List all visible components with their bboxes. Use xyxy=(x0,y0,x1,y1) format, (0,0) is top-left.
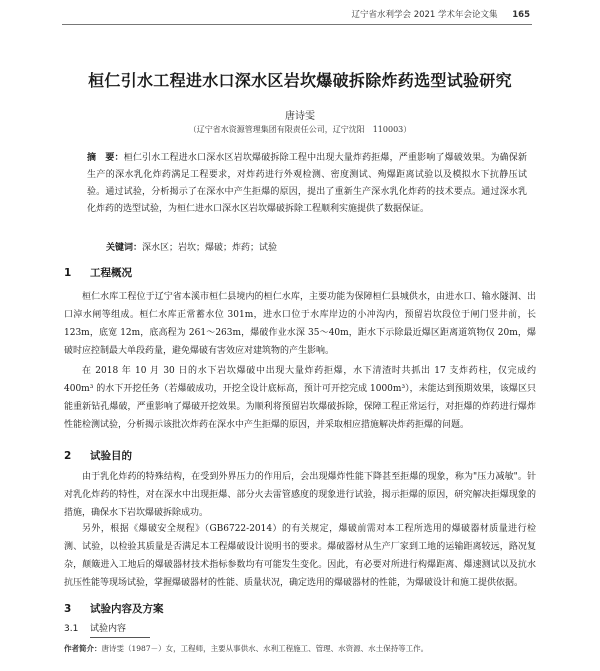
keywords xyxy=(106,240,277,253)
subsection-number: 3.1 xyxy=(64,624,79,634)
keywords-text: 深水区；岩坎；爆破；炸药；试验 xyxy=(142,243,278,253)
subsection-title: 试验内容 xyxy=(90,624,127,634)
paper-title: 桓仁引水工程进水口深水区岩坎爆破拆除炸药选型试验研究 xyxy=(88,71,512,90)
section-number: 2 xyxy=(64,450,72,462)
paragraph: 由于乳化炸药的特殊结构，在受到外界压力的作用后，会出现爆炸性能下降甚至拒爆的现象，称为"压力减敏"。针对乳化炸药的特性，对在深水中出现拒爆、部分火去雷管感度的现象进行试验，揭示拒爆的原因，研究解决拒爆现象的措施，确保水下岩坎爆破拆除成功。 xyxy=(64,472,536,518)
running-head xyxy=(352,8,531,20)
section-title: 试验内容及方案 xyxy=(90,603,164,615)
author: 唐诗雯 xyxy=(285,111,315,122)
footnote-label: 作者简介： xyxy=(64,644,102,653)
section-heading xyxy=(64,448,132,463)
footnote-rule xyxy=(90,637,150,638)
paragraph: 另外，根据《爆破安全规程》（GB6722-2014）的有关规定，爆破前需对本工程所选用的爆破器材质量进行检测、试验，以检验其质量是否满足本工程爆破设计说明书的要求。爆破器材从生产厂家到工地的运输距离较远，路况复杂，颠簸进入工地后的爆破器材技术指标参数均有可能发生变化。因此，有必要对所进行构爆距离、爆速测试以及抗水抗压性能等现场试验，掌握爆破器材的性能、质量状况，确定选用的爆破器材的性能，为爆破设计和施工提供依据。 xyxy=(64,524,536,588)
section-title: 工程概况 xyxy=(90,267,132,279)
section-number: 3 xyxy=(64,603,72,615)
paragraph: 在 2018 年 10 月 30 日的水下岩坎爆破中出现大量炸药拒爆，水下清渣时共抓出 17 支炸药柱，仅完成约 400m³ 的水下开挖任务（若爆破成功，开挖全设计底标高，预计可开挖完成 1000m³），未能达到预期效果，该爆区只能重新钻孔爆破，严重影响了爆破开挖效果。为顺利将预留岩坎爆破拆除，保障工程正常运行，对拒爆的炸药进行爆炸性能检测试验，分析揭示该批次炸药在深水中产生拒爆的原因，并采取相应措施解决炸药拒爆的问题。 xyxy=(64,366,536,430)
section-number: 1 xyxy=(64,267,72,279)
paragraph: 桓仁水库工程位于辽宁省本溪市桓仁县境内的桓仁水库，主要功能为保障桓仁县城供水，由进水口、输水隧洞、出口淖水闸等组成。桓仁水库正常蓄水位 301m，进水口位于水库岸边的小冲沟内，预留岩坎段位于闸门竖井前，长 123m，底宽 12m，底高程为 261～263m，爆破作业水深 35～40m，距水下示除最近爆区距离道筑物仅 20m，爆破时应控制最大单段药量，避免爆破有害效应对建筑物的产生影响。 xyxy=(64,292,536,356)
abstract xyxy=(87,150,527,218)
keywords-label: 关键词： xyxy=(106,243,143,253)
abstract-text: 桓仁引水工程进水口深水区岩坎爆破拆除工程中出现大量炸药拒爆，严重影响了爆破效果。为确保新生产的深水乳化炸药满足工程要求，对炸药进行外观检测、密度测试、殉爆距离试验以及模拟水下抗静压试验。通过试验，分析揭示了在深水中产生拒爆的原因，提出了重新生产深水乳化炸药的技术要点。通过深水乳化炸药的选型试验，为桓仁进水口深水区岩坎爆破拆除工程顺利实施提供了数据保证。 xyxy=(87,153,527,214)
section-heading xyxy=(64,265,132,280)
footnote xyxy=(64,643,428,654)
section-title: 试验目的 xyxy=(90,450,132,462)
journal-name: 辽宁省水利学会 2021 学术年会论文集 xyxy=(351,10,498,20)
abstract-label: 摘 要： xyxy=(87,153,124,163)
section-heading xyxy=(64,601,164,616)
footnote-text: 唐诗雯（1987－）女，工程师，主要从事供水、水利工程施工、管理、水资源、水土保持等工作。 xyxy=(101,644,429,653)
subsection-heading xyxy=(64,621,126,634)
header-rule xyxy=(62,24,532,25)
page-number: 165 xyxy=(512,10,530,20)
affiliation: （辽宁省水资源管理集团有限责任公司，辽宁沈阳 110003） xyxy=(188,125,412,134)
